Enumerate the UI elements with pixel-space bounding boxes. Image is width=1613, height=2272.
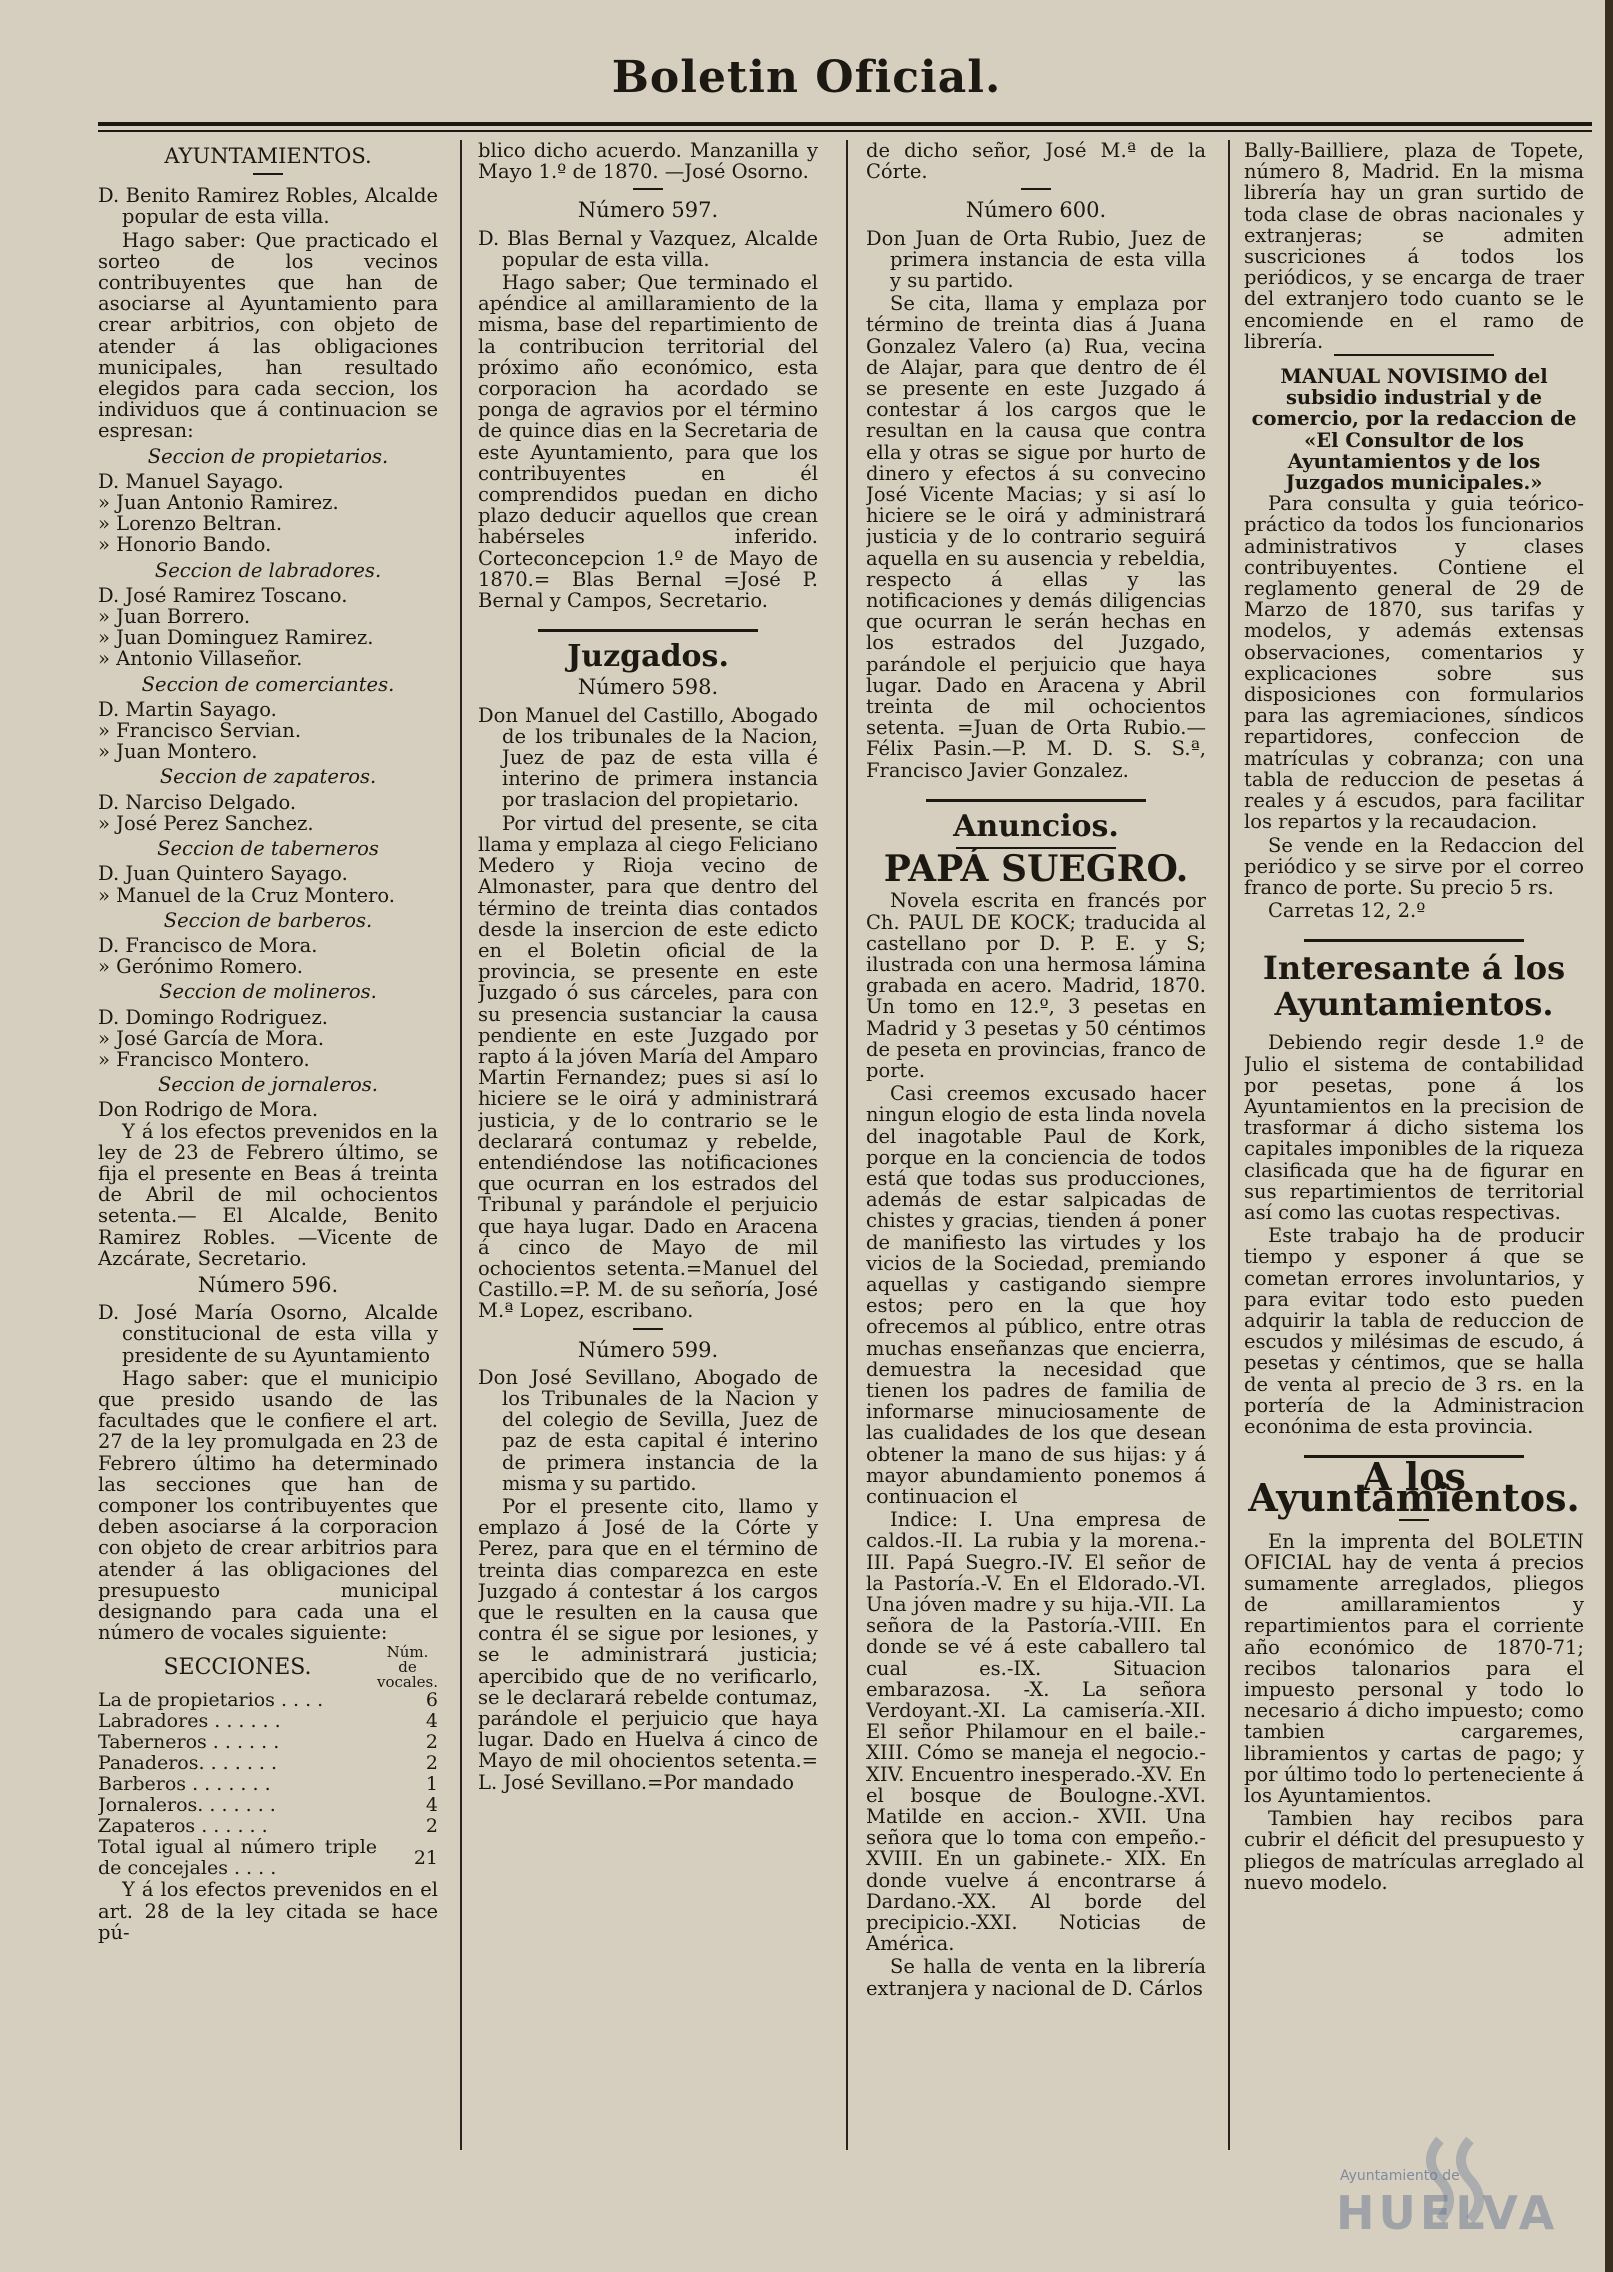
divider — [633, 188, 663, 190]
advert-body: Tambien hay recibos para cubrir el déficit del presupuesto y pliegos de matrículas arreglado al nuevo modelo. — [1244, 1807, 1584, 1894]
table-cell: 6 — [425, 1689, 438, 1712]
list-item: » Juan Montero. — [98, 740, 258, 764]
list-item: D. José Ramirez Toscano. — [98, 583, 348, 607]
notice-body: Hago saber: Que practicado el sorteo de los vecinos contribuyentes que han de asociarse al Ayuntamiento para crear arbitrios, con objeto de atender á las obligaciones municipales, han resultado elegidos para cada seccion, los individuos que á continuacion se espresan: — [98, 228, 438, 443]
notice-body: Hago saber: que el municipio que presido usando de las facultades que le confiere el art. 27 de la ley promulgada en 23 de Febrero último ha determinado las secciones que han de componer los contribuyentes que deben asociarse á la corporacion con objeto de crear arbitrios para atender á las obligaciones del presupuesto municipal designando para cada una el número de vocales siguiente: — [98, 1366, 438, 1645]
table-cell: 2 — [425, 1815, 438, 1838]
divider — [1334, 354, 1494, 356]
section-title: Seccion de taberneros — [157, 837, 379, 861]
section-title: Seccion de barberos. — [163, 908, 373, 932]
column-2 — [478, 140, 818, 2160]
divider — [1304, 939, 1524, 942]
table-cell: 21 — [413, 1846, 438, 1869]
section-title: Seccion de comerciantes. — [141, 672, 395, 696]
list-item: D. Manuel Sayago. — [98, 469, 284, 493]
page-edge — [1605, 0, 1613, 2272]
list-item: » Lorenzo Beltran. — [98, 512, 283, 536]
advert-body: Este trabajo ha de producir tiempo y esponer á que se cometan errores involuntarios, y para evitar todo esto pueden adquirir la tabla de reduccion de escudos y milésimas de escudo, á pesetas y céntimos, que se halla de venta al precio de 3 rs. en la portería de la Administracion econónima de esta provincia. — [1244, 1224, 1584, 1438]
divider — [633, 1328, 663, 1330]
watermark-text: HUELVA — [1336, 2186, 1559, 2240]
table-cell: Zapateros . . . . . . — [98, 1815, 268, 1838]
notice-opening: Don Manuel del Castillo, Abogado de los tribunales de la Nacion, Juez de paz de esta villa é interino de primera instancia por traslacion del propietario. — [478, 703, 818, 812]
divider — [538, 629, 758, 632]
section-heading-anuncios: Anuncios. — [953, 808, 1119, 844]
notice-closing: Y á los efectos prevenidos en el art. 28 de la ley citada se hace pú- — [98, 1878, 438, 1944]
notice-continuation: blico dicho acuerdo. Manzanilla y Mayo 1.º de 1870. —José Osorno. — [478, 140, 818, 184]
advert-body: Se vende en la Redaccion del periódico y se sirve por el correo franco de porte. Su precio 5 rs. — [1244, 833, 1584, 899]
table-cell: La de propietarios . . . . — [98, 1689, 324, 1712]
table-row — [98, 1732, 438, 1753]
notice-opening: D. José María Osorno, Alcalde constitucional de esta villa y presidente de su Ayuntamiento — [98, 1301, 438, 1367]
divider — [253, 173, 283, 175]
table-header: Núm. de vocales. — [377, 1643, 438, 1692]
table-row — [98, 1774, 438, 1795]
masthead-rule — [98, 122, 1592, 132]
column-1 — [98, 140, 438, 2160]
list-item: D. Martin Sayago. — [98, 697, 277, 721]
notice-body: Se cita, llama y emplaza por término de treinta dias á Juana Gonzalez Valero (a) Rua, vecina de Alajar, para que dentro de él se presente en este Juzgado á contestar á los cargos que le resultan en la causa que contra ella y otras se sigue por hurto de dinero y efectos á su convecino José Vicente Macias; y si así lo hiciere se le oirá y administrará justicia y de lo contrario seguirá aquella en su ausencia y rebeldia, respecto á ellas y las notificaciones y demás diligencias que ocurran le serán hechas en los estrados del Juzgado, parándole el perjuicio que haya lugar. Dado en Aracena y Abril treinta de mil ochocientos setenta. =Juan de Orta Rubio.—Félix Pasin.—P. M. D. S. S.ª, Francisco Javier Gonzalez. — [866, 292, 1206, 782]
advert-index: Indice: I. Una empresa de caldos.-II. La rubia y la morena.-III. Papá Suegro.-IV. El señor de la Pastoría.-V. En el Eldorado.-VI. Una jóven madre y su hija.-VII. La señora de la Pastoría.-VIII. En donde se vé á este caballero tal cual es.-IX. Situacion embarazosa. -X. La señora Verdoyant.-XI. La camisería.-XII. El señor Philamour en el baile.-XIII. Cómo se maneja el negocio.-XIV. Encuentro inesperado.-XV. En el bosque de Boulogne.-XVI. Matilde en accion.- XVII. Una señora que lo toma con empeño.-XVIII. En un gabinete.- XIX. En donde vuelve á encontrarse á Dardano.-XX. Al borde del precipicio.-XXI. Noticias de América. — [866, 1508, 1206, 1956]
advert-body: Casi creemos excusado hacer ningun elogio de esta linda novela del inagotable Paul de Kork, porque en la conciencia de todos está que todas sus producciones, además de estar salpicadas de chistes y gracias, tienden á poner de manifiesto las virtudes y los vicios de la Sociedad, premiando aquellas y castigando siempre estos; pero en la que hoy ofrecemos al público, entre otras muchas enseñanzas que encierra, demuestra la necesidad que tienen los padres de familia de informarse minuciosamente de las cualidades de los que desean obtener la mano de sus hijas: y á mayor abundamiento ponemos á continuacion el — [866, 1082, 1206, 1508]
advert-title: Interesante á los Ayuntamientos. — [1262, 949, 1566, 1024]
list-item: » Antonio Villaseñor. — [98, 647, 303, 671]
section-title: Seccion de propietarios. — [147, 444, 389, 468]
advert-address: Carretas 12, 2.º — [1268, 899, 1426, 923]
list-item: » Francisco Montero. — [98, 1047, 310, 1071]
list-item: D. Juan Quintero Sayago. — [98, 862, 348, 886]
masthead: Boletin Oficial. — [611, 52, 1002, 103]
table-header: SECCIONES. — [163, 1655, 312, 1681]
column-rule — [1228, 140, 1230, 2150]
vocales-table — [98, 1645, 438, 1879]
notice-number: Número 598. — [577, 675, 719, 700]
table-cell: 4 — [425, 1794, 438, 1817]
column-3 — [866, 140, 1206, 2160]
advert-body: Se halla de venta en la librería extranjera y nacional de D. Cárlos — [866, 1955, 1206, 2000]
notice-opening: Don José Sevillano, Abogado de los Tribunales de la Nacion y del colegio de Sevilla, Juez de paz de esta capital é interino de primera instancia de la misma y su partido. — [478, 1365, 818, 1495]
list-item: » Juan Antonio Ramirez. — [98, 491, 339, 515]
column-rule — [460, 140, 462, 2150]
table-cell: Barberos . . . . . . . — [98, 1773, 271, 1796]
notice-number: Número 599. — [577, 1337, 719, 1362]
notice-opening: D. Blas Bernal y Vazquez, Alcalde popular de esta villa. — [478, 226, 818, 271]
table-cell: 2 — [425, 1752, 438, 1775]
section-title: Seccion de labradores. — [154, 558, 382, 582]
list-item: D. Domingo Rodriguez. — [98, 1005, 328, 1029]
table-cell: Taberneros . . . . . . — [98, 1731, 280, 1754]
section-title: Seccion de zapateros. — [159, 765, 377, 789]
list-item: D. Narciso Delgado. — [98, 790, 297, 814]
notice-opening: D. Benito Ramirez Robles, Alcalde popular de esta villa. — [98, 184, 438, 229]
list-item: » Juan Dominguez Ramirez. — [98, 626, 374, 650]
notice-closing: Y á los efectos prevenidos en la ley de 23 de Febrero último, se fija el presente en Beas á treinta de Abril de mil ochocientos setenta.— El Alcalde, Benito Ramirez Robles. —Vicente de Azcárate, Secretario. — [98, 1119, 438, 1270]
notice-body: Por virtud del presente, se cita llama y emplaza al ciego Feliciano Medero y Rioja vecino de Almonaster, para que dentro del término de treinta dias contados desde la insercion de este edicto en el Boletin oficial de la provincia, se presente en este Juzgado ó sus cárceles, para con su presencia sustanciar la causa pendiente en este Juzgado por rapto á la jóven María del Amparo Martin Fernandez; pues si así lo hiciere se le oirá y administrará justicia, y de lo contrario se le declarará contumaz y rebelde, entendiéndose las notificaciones que ocurran en los estrados del Tribunal y parándole el perjuicio que haya lugar. Dado en Aracena á cinco de Mayo de mil ochocientos setenta.=Manuel del Castillo.=P. M. de su señoría, José M.ª Lopez, escribano. — [478, 811, 818, 1323]
section-title: Seccion de molineros. — [159, 980, 377, 1004]
notice-body: Por el presente cito, llamo y emplazo á José de la Córte y Perez, para que en el término de treinta dias comparezca en este Juzgado á contestar á los cargos que le resulten en la causa que contra él se sigue por lesiones, y se le administrará justicia; apercibido que de no verificarlo, se le declarará rebelde contumaz, parándole el perjuicio que haya lugar. Dado en Huelva á cinco de Mayo de mil ohocientos setenta.= L. José Sevillano.=Por mandado — [478, 1494, 818, 1794]
table-cell: Labradores . . . . . . — [98, 1710, 281, 1733]
list-item: » José García de Mora. — [98, 1026, 325, 1050]
table-total-row — [98, 1837, 438, 1879]
notice-opening: Don Juan de Orta Rubio, Juez de primera instancia de esta villa y su partido. — [866, 226, 1206, 293]
column-4 — [1244, 140, 1584, 2160]
advert-title: A los Ayuntamientos. — [1248, 1454, 1580, 1521]
advert-body: Novela escrita en francés por Ch. PAUL DE KOCK; traducida al castellano por D. P. E. y S; ilustrada con una hermosa lámina grabada en acero. Madrid, 1870. Un tomo en 12.º, 3 pesetas en Madrid y 3 pesetas y 50 céntimos de peseta en provincias, franco de porte. — [866, 889, 1206, 1082]
list-item: Don Rodrigo de Mora. — [98, 1098, 319, 1122]
advert-title: MANUAL NOVISIMO del subsidio industrial y de comercio, por la redaccion de «El Consultor de los Ayuntamientos y de los Juzgados municipales.» — [1251, 365, 1577, 495]
list-item: » Juan Borrero. — [98, 605, 251, 629]
list-item: » Manuel de la Cruz Montero. — [98, 883, 395, 907]
table-cell: Total igual al número triple de concejales . . . . — [98, 1836, 378, 1880]
divider — [1021, 188, 1051, 190]
section-heading-ayuntamientos: AYUNTAMIENTOS. — [164, 144, 372, 168]
table-cell: Jornaleros. . . . . . . — [98, 1794, 276, 1817]
notice-number: Número 596. — [197, 1272, 339, 1297]
table-cell: Panaderos. . . . . . . — [98, 1752, 278, 1775]
section-title: Seccion de jornaleros. — [157, 1073, 379, 1097]
list-item: » Honorio Bando. — [98, 533, 272, 557]
notice-number: Número 597. — [577, 198, 719, 223]
advert-title: PAPÁ SUEGRO. — [883, 848, 1189, 891]
divider — [926, 799, 1146, 802]
table-row — [98, 1816, 438, 1837]
notice-continuation: de dicho señor, José M.ª de la Córte. — [866, 140, 1206, 184]
advert-body: Para consulta y guia teórico-práctico da todos los funcionarios administrativos y clases contribuyentes. Contiene el reglamento general de 29 de Marzo de 1870, sus tarifas y modelos, y además extensas observaciones, comentarios y explicaciones sobre sus disposiciones con formularios para las agremiaciones, síndicos repartidores, confeccion de matrículas y cobranza; con una tabla de reduccion de pesetas á reales y á escudos, para facilitar los repartos y la recaudacion. — [1244, 492, 1584, 834]
list-item: » José Perez Sanchez. — [98, 811, 314, 835]
table-row — [98, 1795, 438, 1816]
list-item: » Francisco Servian. — [98, 719, 302, 743]
table-row — [98, 1753, 438, 1774]
section-heading-juzgados: Juzgados. — [567, 639, 729, 675]
watermark-text: Ayuntamiento de — [1340, 2168, 1460, 2184]
table-row — [98, 1711, 438, 1732]
advert-body: En la imprenta del BOLETIN OFICIAL hay de venta á precios sumamente arreglados, pliegos de amillaramientos y repartimientos para el corriente año económico de 1870-71; recibos talonarios para el impuesto personal y todo lo necesario á dicho impuesto; como tambien cargaremes, libramientos y cartas de pago; y por último todo lo perteneciente á los Ayuntamientos. — [1244, 1529, 1584, 1808]
advert-body: Debiendo regir desde 1.º de Julio el sistema de contabilidad por pesetas, pone á los Ayuntamientos en la precision de trasformar á dicho sistema los capitales imponibles de la riqueza clasificada que ha de figurar en sus repartimientos de territorial así como las cuotas respectivas. — [1244, 1031, 1584, 1224]
column-rule — [846, 140, 848, 2150]
table-row — [98, 1690, 438, 1711]
notice-number: Número 600. — [965, 198, 1107, 223]
notice-body: Hago saber; Que terminado el apéndice al amillaramiento de la misma, base del repartimiento de la contribucion territorial del próximo año económico, esta corporacion ha acordado se ponga de agravios por el término de quince dias en la Secretaria de este Ayuntamiento, para que los contribuyentes en él comprendidos puedan en dicho plazo deducir aquellos que crean habérseles inferido. Corteconcepcion 1.º de Mayo de 1870.= Blas Bernal =José P. Bernal y Campos, Secretario. — [478, 271, 818, 613]
table-cell: 1 — [425, 1773, 438, 1796]
advert-continuation: Bally-Bailliere, plaza de Topete, número 8, Madrid. En la misma librería hay un gran surtido de toda clase de obras nacionales y extranjeras; se admiten suscriciones á todos los periódicos, y se encarga de traer del extranjero todo cuanto se le encomiende en el ramo de librería. — [1244, 140, 1584, 353]
table-cell: 4 — [425, 1710, 438, 1733]
list-item: » Gerónimo Romero. — [98, 955, 303, 979]
table-cell: 2 — [425, 1731, 438, 1754]
list-item: D. Francisco de Mora. — [98, 933, 318, 957]
